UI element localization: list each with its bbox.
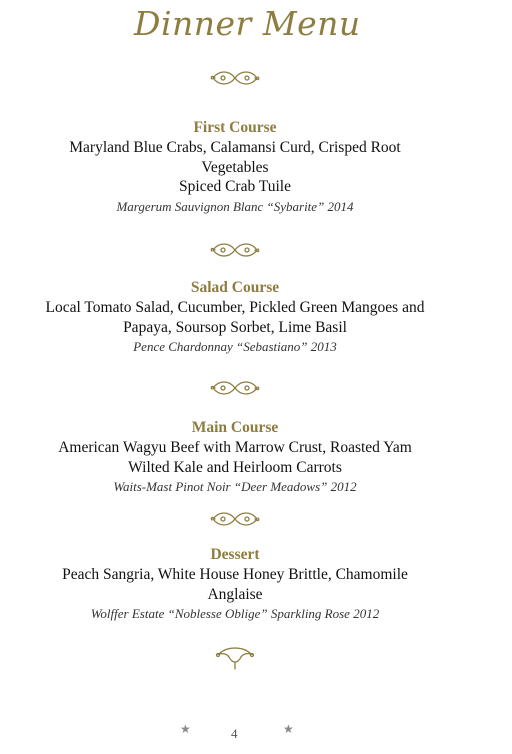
course-dessert <box>20 546 450 624</box>
course-heading: First Course <box>193 119 277 136</box>
dish-line: American Wagyu Beef with Marrow Crust, Roasted Yam <box>58 439 412 456</box>
star-icon: ★ <box>283 722 294 736</box>
dish-line: Spiced Crab Tuile <box>179 178 291 195</box>
menu-title: Dinner Menu <box>134 4 361 43</box>
course-heading: Main Course <box>191 419 279 436</box>
course-first <box>20 119 450 217</box>
scroll-flourish-icon <box>0 376 470 400</box>
wine-pairing: Wolffer Estate “Noblesse Oblige” Sparkling Rose 2012 <box>90 606 380 621</box>
scroll-flourish-icon <box>0 66 470 90</box>
course-heading: Salad Course <box>190 279 280 296</box>
dish-line: Peach Sangria, White House Honey Brittle, Chamomile <box>62 566 408 583</box>
wine-pairing: Pence Chardonnay “Sebastiano” 2013 <box>133 339 337 354</box>
scroll-flourish-icon <box>0 507 470 531</box>
dish-line: Vegetables <box>201 158 269 176</box>
wine-pairing: Margerum Sauvignon Blanc “Sybarite” 2014 <box>116 198 354 214</box>
scroll-flourish-icon <box>0 238 470 262</box>
dish-line: Papaya, Soursop Sorbet, Lime Basil <box>123 318 347 336</box>
course-main <box>20 419 450 497</box>
page-number: 4 <box>231 726 238 741</box>
course-heading: Dessert <box>210 546 260 563</box>
dish-line: Anglaise <box>207 585 263 603</box>
page-footer <box>0 722 470 746</box>
dish-line: Local Tomato Salad, Cucumber, Pickled Green Mangoes and <box>45 299 425 316</box>
course-salad <box>20 279 450 357</box>
star-icon: ★ <box>180 722 191 736</box>
wine-pairing: Waits-Mast Pinot Noir “Deer Meadows” 2012 <box>113 479 357 494</box>
dish-line: Wilted Kale and Heirloom Carrots <box>128 458 342 476</box>
dish-line: Maryland Blue Crabs, Calamansi Curd, Crisped Root <box>69 139 401 156</box>
fleuron-icon <box>0 644 470 672</box>
